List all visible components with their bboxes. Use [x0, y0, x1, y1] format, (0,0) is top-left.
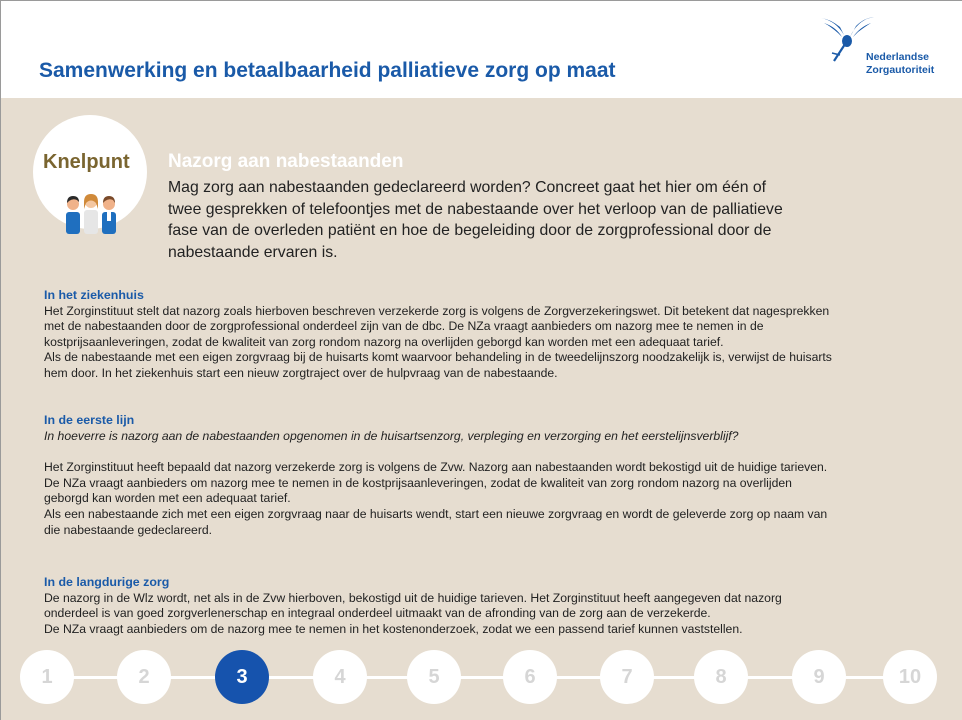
step-4-button[interactable]: 4 — [313, 650, 367, 704]
section-line: De NZa vraagt aanbieders om de nazorg mee te nemen in het kostenonderzoek, zodat we een passend tarief kunnen vaststellen. — [44, 621, 743, 636]
step-2-button[interactable]: 2 — [117, 650, 171, 704]
step-1-button[interactable]: 1 — [20, 650, 74, 704]
section-heading: In het ziekenhuis — [44, 288, 144, 302]
logo-line-1: Nederlandse — [866, 51, 930, 63]
section-line: De nazorg in de Wlz wordt, net als in de Zvw hierboven, bekostigd uit de huidige tarieven. Het Zorginstituut heeft aangegeven dat nazorg — [44, 590, 782, 605]
topic-heading: Nazorg aan nabestaanden — [168, 151, 404, 172]
section-heading: In de langdurige zorg — [44, 575, 170, 589]
step-6-button[interactable]: 6 — [503, 650, 557, 704]
section-line: Het Zorginstituut heeft bepaald dat nazorg verzekerde zorg is volgens de Zvw. Nazorg aan nabestaanden wordt bekostigd uit de huidige tarieven. — [44, 460, 828, 475]
section-heading: In de eerste lijn — [44, 413, 135, 427]
section-langdurige-zorg — [44, 575, 924, 637]
section-line: De NZa vraagt aanbieders om nazorg mee te nemen in de kostprijsaanleveringen, zodat de kwaliteit van zorg rondom nazorg na overlijden — [44, 475, 792, 490]
section-line: Als een nabestaande zich met een eigen zorgvraag naar de huisarts wendt, start een nieuwe zorgvraag en wordt de geleverde zorg op naam van — [44, 506, 828, 521]
step-10-button[interactable]: 10 — [883, 650, 937, 704]
section-ziekenhuis — [44, 288, 924, 382]
intro-line: twee gesprekken of telefoontjes met de nabestaande over het verloop van de palliatieve — [168, 200, 783, 218]
step-9-button[interactable]: 9 — [792, 650, 846, 704]
step-3-button[interactable]: 3 — [215, 650, 269, 704]
intro-paragraph — [168, 177, 858, 263]
step-7-button[interactable]: 7 — [600, 650, 654, 704]
section-line: met de nabestaanden door de zorgprofessional onderdeel zijn van de dbc. De NZa vraagt aanbieders om nazorg mee te nemen in de — [44, 319, 764, 334]
header — [1, 1, 962, 98]
step-5-button[interactable]: 5 — [407, 650, 461, 704]
intro-line: nabestaande ervaren is. — [168, 243, 338, 261]
knelpunt-label: Knelpunt — [43, 151, 130, 173]
intro-line: fase van de overleden patiënt en hoe de begeleiding door de zorgprofessional door de — [168, 222, 772, 239]
people-icon — [63, 191, 119, 235]
section-line: hem door. In het ziekenhuis start een nieuw zorgtraject over de hulpvraag van de nabestaande. — [44, 365, 558, 380]
section-line: Het Zorginstituut stelt dat nazorg zoals hierboven beschreven verzekerde zorg is volgens de Zorgverzekeringswet. Dit betekent dat nagesprekken — [44, 303, 830, 318]
section-line: die nabestaande gedeclareerd. — [44, 522, 213, 537]
step-nav-line — [46, 676, 916, 679]
nza-logo — [816, 13, 956, 93]
section-line: geborgd kan worden met een adequaat tarief. — [44, 491, 291, 506]
section-eerste-lijn — [44, 413, 924, 538]
intro-line: Mag zorg aan nabestaanden gedeclareerd worden? Concreet gaat het hier om één of — [168, 179, 767, 196]
page-title: Samenwerking en betaalbaarheid palliatieve zorg op maat — [39, 59, 616, 82]
section-line: Als de nabestaande met een eigen zorgvraag bij de huisarts komt waarvoor behandeling in de tweedelijnszorg noodzakelijk is, verwijst de huisarts — [44, 350, 832, 365]
section-line: kostprijsaanleveringen, zodat de kwaliteit van zorg rondom nazorg na overlijden geborgd kan worden met een adequaat tarief. — [44, 334, 724, 349]
section-question: In hoeverre is nazorg aan de nabestaanden opgenomen in de huisartsenzorg, verpleging en verzorging en het eerstelijnsverblijf? — [44, 428, 739, 443]
step-8-button[interactable]: 8 — [694, 650, 748, 704]
section-line: onderdeel is van goed zorgverlenerschap en integraal onderdeel uitmaakt van de afronding van de zorg aan de verzekerde. — [44, 606, 711, 621]
logo-line-2: Zorgautoriteit — [866, 64, 935, 76]
